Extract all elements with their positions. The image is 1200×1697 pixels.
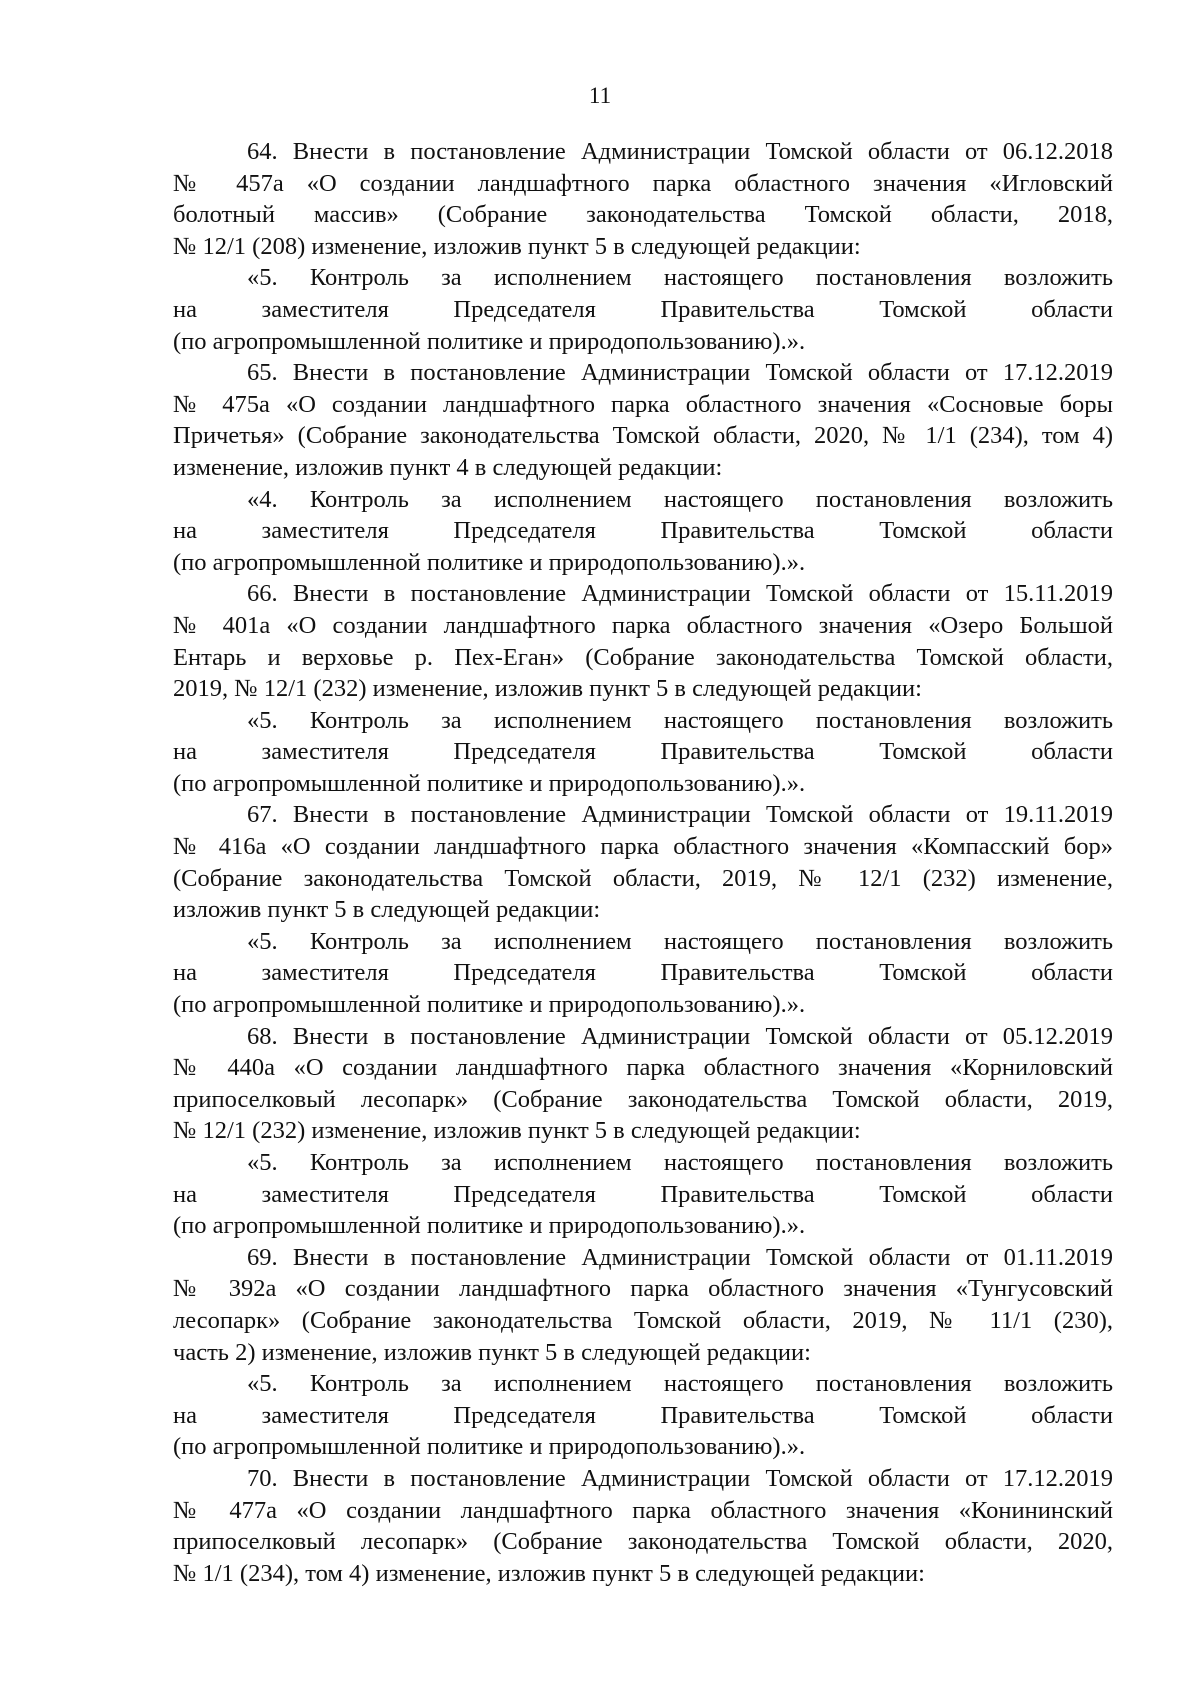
text-line: (по агропромышленной политике и природопользованию).». — [173, 548, 806, 576]
paragraph — [173, 1242, 1113, 1368]
text-line: № 457а «О создании ландшафтного парка областного значения «Игловский — [173, 169, 1113, 197]
text-line: № 416а «О создании ландшафтного парка областного значения «Компасский бор» — [173, 833, 1113, 861]
page-number: 11 — [588, 83, 612, 108]
text-line: на заместителя Председателя Правительства Томской области — [173, 738, 1113, 766]
text-line: 64. Внести в постановление Администрации Томской области от 06.12.2018 — [247, 138, 1113, 165]
text-line: 65. Внести в постановление Администрации Томской области от 17.12.2019 — [247, 359, 1113, 387]
text-line: № 1/1 (234), том 4) изменение, изложив пункт 5 в следующей редакции: — [173, 1559, 925, 1587]
text-line: № 477а «О создании ландшафтного парка областного значения «Конининский — [173, 1496, 1113, 1524]
paragraph — [173, 136, 1113, 262]
paragraph — [173, 926, 1113, 1021]
text-line: (по агропромышленной политике и природопользованию).». — [173, 1433, 806, 1461]
text-line: припоселковый лесопарк» (Собрание законодательства Томской области, 2019, — [173, 1085, 1113, 1113]
text-line: «5. Контроль за исполнением настоящего постановления возложить — [247, 927, 1113, 955]
text-line: «5. Контроль за исполнением настоящего постановления возложить — [247, 1370, 1113, 1398]
text-line: № 401а «О создании ландшафтного парка областного значения «Озеро Большой — [173, 611, 1113, 639]
text-line: на заместителя Председателя Правительства Томской области — [173, 1180, 1113, 1208]
text-line: (по агропромышленной политике и природопользованию).». — [173, 1212, 806, 1240]
text-line: Причетья» (Собрание законодательства Томской области, 2020, № 1/1 (234), том 4) — [173, 422, 1113, 450]
paragraph — [173, 1463, 1113, 1589]
text-line: болотный массив» (Собрание законодательства Томской области, 2018, — [173, 201, 1113, 229]
text-line: 67. Внести в постановление Администрации Томской области от 19.11.2019 — [247, 801, 1113, 829]
text-line: № 12/1 (208) изменение, изложив пункт 5 в следующей редакции: — [173, 232, 861, 260]
text-line: № 392а «О создании ландшафтного парка областного значения «Тунгусовский — [173, 1275, 1113, 1303]
text-line: (по агропромышленной политике и природопользованию).». — [173, 327, 806, 355]
paragraph — [173, 1368, 1113, 1463]
paragraph — [173, 484, 1113, 579]
text-line: № 12/1 (232) изменение, изложив пункт 5 в следующей редакции: — [173, 1117, 861, 1145]
text-line: (Собрание законодательства Томской области, 2019, № 12/1 (232) изменение, — [173, 864, 1113, 892]
text-line: на заместителя Председателя Правительства Томской области — [173, 1401, 1113, 1429]
text-line: Ентарь и верховье р. Пех-Еган» (Собрание законодательства Томской области, — [173, 643, 1113, 671]
text-line: на заместителя Председателя Правительства Томской области — [173, 295, 1113, 323]
paragraph — [173, 799, 1113, 925]
text-line: «5. Контроль за исполнением настоящего постановления возложить — [247, 1149, 1113, 1176]
text-line: № 475а «О создании ландшафтного парка областного значения «Сосновые боры — [173, 390, 1113, 418]
paragraph — [173, 357, 1113, 483]
text-line: «4. Контроль за исполнением настоящего постановления возложить — [247, 485, 1113, 513]
text-line: лесопарк» (Собрание законодательства Томской области, 2019, № 11/1 (230), — [173, 1306, 1113, 1334]
text-line: «5. Контроль за исполнением настоящего постановления возложить — [247, 264, 1113, 292]
text-line: «5. Контроль за исполнением настоящего постановления возложить — [247, 706, 1113, 734]
text-line: 69. Внести в постановление Администрации Томской области от 01.11.2019 — [247, 1243, 1113, 1271]
text-line: на заместителя Председателя Правительства Томской области — [173, 959, 1113, 987]
paragraph — [173, 705, 1113, 800]
paragraph — [173, 1147, 1113, 1242]
text-line: на заместителя Председателя Правительства Томской области — [173, 517, 1113, 545]
text-line: часть 2) изменение, изложив пункт 5 в следующей редакции: — [173, 1338, 811, 1366]
paragraph — [173, 262, 1113, 357]
text-line: 68. Внести в постановление Администрации Томской области от 05.12.2019 — [247, 1022, 1113, 1050]
text-line: (по агропромышленной политике и природопользованию).». — [173, 991, 806, 1019]
text-line: 2019, № 12/1 (232) изменение, изложив пункт 5 в следующей редакции: — [173, 675, 922, 703]
text-line: припоселковый лесопарк» (Собрание законодательства Томской области, 2020, — [173, 1528, 1113, 1556]
paragraph — [173, 578, 1113, 704]
text-line: (по агропромышленной политике и природопользованию).». — [173, 769, 806, 797]
text-line: № 440а «О создании ландшафтного парка областного значения «Корниловский — [173, 1054, 1113, 1082]
text-line: изложив пункт 5 в следующей редакции: — [173, 896, 601, 924]
text-line: 66. Внести в постановление Администрации Томской области от 15.11.2019 — [247, 580, 1113, 608]
text-line: изменение, изложив пункт 4 в следующей редакции: — [173, 453, 723, 481]
text-line: 70. Внести в постановление Администрации Томской области от 17.12.2019 — [247, 1464, 1113, 1492]
document-body — [173, 136, 1113, 1589]
paragraph — [173, 1021, 1113, 1147]
